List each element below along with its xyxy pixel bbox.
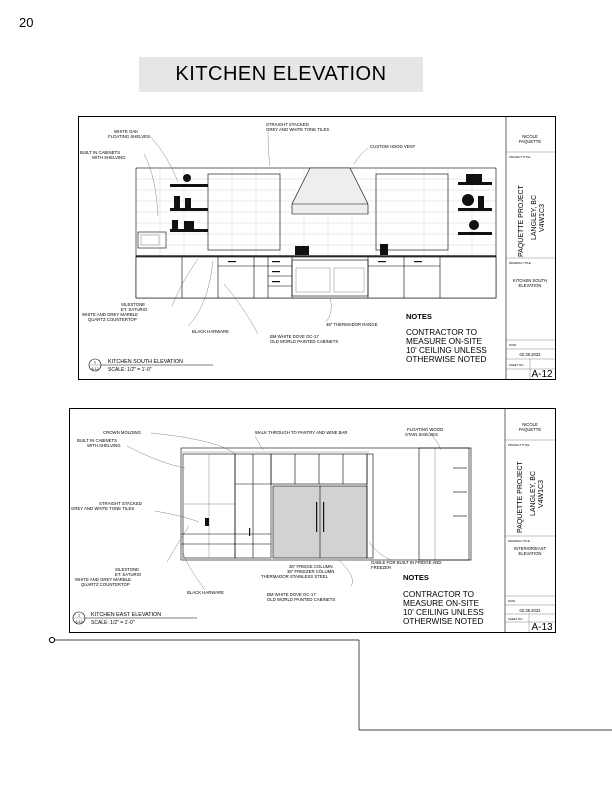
label-tiles-1: STRAIGHT STACKED — [266, 122, 309, 127]
label-hardware: BLACK HARWARE — [187, 590, 225, 595]
label-countertop-3: WHITE AND GREY MARBLE — [82, 312, 139, 317]
designer-name-1: NICOLE — [522, 134, 538, 139]
detail-sheet: A-12 — [91, 367, 99, 371]
notes-line-2: MEASURE ON-SITE — [403, 599, 479, 608]
label-builtin-1: BUILT IN CABINETS — [77, 438, 117, 443]
drawing-caption: DRAWING TITLE — [508, 539, 530, 543]
label-paint-2: OLD WORLD PAINTED CABINETS — [267, 597, 336, 602]
label-countertop-2: ET. SATURIO — [115, 572, 142, 577]
date-value: 02.28.2022 — [519, 352, 541, 357]
drawing-scale: SCALE: 1/2" = 1'-0" — [91, 620, 135, 626]
project-title: PAQUETTE PROJECT — [518, 185, 525, 257]
notes-line-3: 10' CEILING UNLESS — [403, 608, 484, 617]
notes-line-2: MEASURE ON-SITE — [406, 337, 482, 346]
notes-line-3: 10' CEILING UNLESS — [406, 346, 487, 355]
notes-heading: NOTES — [403, 573, 429, 582]
label-gable-1: GABLE FOR BUILT IN FRIDGE AND — [371, 560, 442, 565]
drawing-name-1: KITCHEN SOUTH — [512, 278, 548, 283]
project-location-2: V4W1C3 — [538, 479, 545, 508]
label-range: 48" THERMADOR RANGE — [326, 322, 378, 327]
drawing-scale: SCALE: 1/2" = 1'-0" — [108, 367, 152, 373]
drawing-title: KITCHEN SOUTH ELEVATION — [108, 359, 183, 365]
project-caption: PROJECT TITLE — [509, 155, 531, 159]
drawing-name-2: ELEVATION — [518, 551, 542, 556]
designer-name-2: PAQUETTE — [518, 139, 542, 144]
label-fridge-3: THERMADOR STAINLESS STEEL — [261, 574, 329, 579]
project-location-2: V4W1C3 — [539, 203, 546, 232]
sheet-caption: SHEET NO. — [508, 617, 524, 621]
drawing-caption: DRAWING TITLE — [509, 261, 531, 265]
label-shelves-1: WHITE OAK — [114, 129, 139, 134]
label-paint-2: OLD WORLD PAINTED CABINETS — [270, 339, 339, 344]
label-gable-2: FREEZER — [371, 565, 392, 570]
designer-name-1: NICOLE — [522, 422, 538, 427]
label-tiles-1: STRAIGHT STACKED — [99, 501, 142, 506]
notes-line-4: OTHERWISE NOTED — [403, 617, 484, 626]
drawing-title: KITCHEN EAST ELEVATION — [91, 612, 162, 618]
label-paint-1: BM WHITE DOVE OC-17 — [270, 334, 319, 339]
label-hood: CUSTOM HOOD VENT — [370, 144, 416, 149]
sheet-number: A-13 — [531, 622, 553, 633]
label-builtin-1: BUILT IN CABINETS — [80, 150, 120, 155]
notes-line-1: CONTRACTOR TO — [403, 590, 474, 599]
page-number: 20 — [19, 15, 34, 30]
sheet-caption: SHEET NO. — [509, 363, 525, 367]
label-countertop-1: SILESTONE — [121, 302, 146, 307]
label-fridge-2: 36" FREEZER COLUMN — [287, 569, 335, 574]
label-countertop-4: QUARTZ COUNTERTOP — [81, 582, 130, 587]
label-tiles-2: GREY AND WHITE TONE TILES — [71, 506, 135, 511]
sheet-number: A-12 — [531, 369, 553, 380]
date-caption: DATE — [509, 343, 517, 347]
project-location-1: LANGLEY, BC — [531, 194, 538, 240]
detail-number: 1 — [77, 612, 81, 618]
designer-name-2: PAQUETTE — [518, 427, 542, 432]
label-paint-1: BM WHITE DOVE OC-17 — [267, 592, 316, 597]
label-countertop-1: SILESTONE — [115, 567, 140, 572]
page-title: KITCHEN ELEVATION — [175, 63, 387, 85]
label-walkthrough: WALK THROUGH TO PANTRY AND WINE BAR — [255, 430, 348, 435]
project-location-1: LANGLEY, BC — [530, 470, 537, 516]
drawing-name-2: ELEVATION — [518, 283, 542, 288]
detail-number: 1 — [93, 359, 97, 365]
label-hardware: BLACK HARWARE — [192, 329, 230, 334]
notes-heading: NOTES — [406, 312, 432, 321]
project-title: PAQUETTE PROJECT — [517, 461, 524, 533]
notes-line-1: CONTRACTOR TO — [406, 328, 477, 337]
label-shelves-2: FLOATING SHELVES — [108, 134, 150, 139]
label-floating-wood-1: FLOATING WOOD — [407, 427, 444, 432]
date-value: 02.28.2022 — [519, 608, 541, 613]
label-countertop-2: ET. SATURIO — [121, 307, 148, 312]
label-floating-wood-2: STAIN SHELVES — [405, 432, 439, 437]
detail-sheet: A-13 — [75, 620, 83, 624]
label-crown: CROWN MOLDING — [103, 430, 141, 435]
drawing-name-1: INTERIOR/EAST — [513, 546, 547, 551]
date-caption: DATE — [508, 599, 516, 603]
label-tiles-2: GREY AND WHITE TONE TILES — [266, 127, 330, 132]
label-fridge-1: 36" FRIDGE COLUMN — [289, 564, 333, 569]
project-caption: PROJECT TITLE — [508, 443, 530, 447]
label-countertop-4: QUARTZ COUNTERTOP — [88, 317, 137, 322]
label-builtin-2: WITH SHELVING — [87, 443, 121, 448]
label-builtin-2: WITH SHELVING — [92, 155, 126, 160]
notes-line-4: OTHERWISE NOTED — [406, 355, 487, 364]
label-countertop-3: WHITE AND GREY MARBLE — [75, 577, 132, 582]
